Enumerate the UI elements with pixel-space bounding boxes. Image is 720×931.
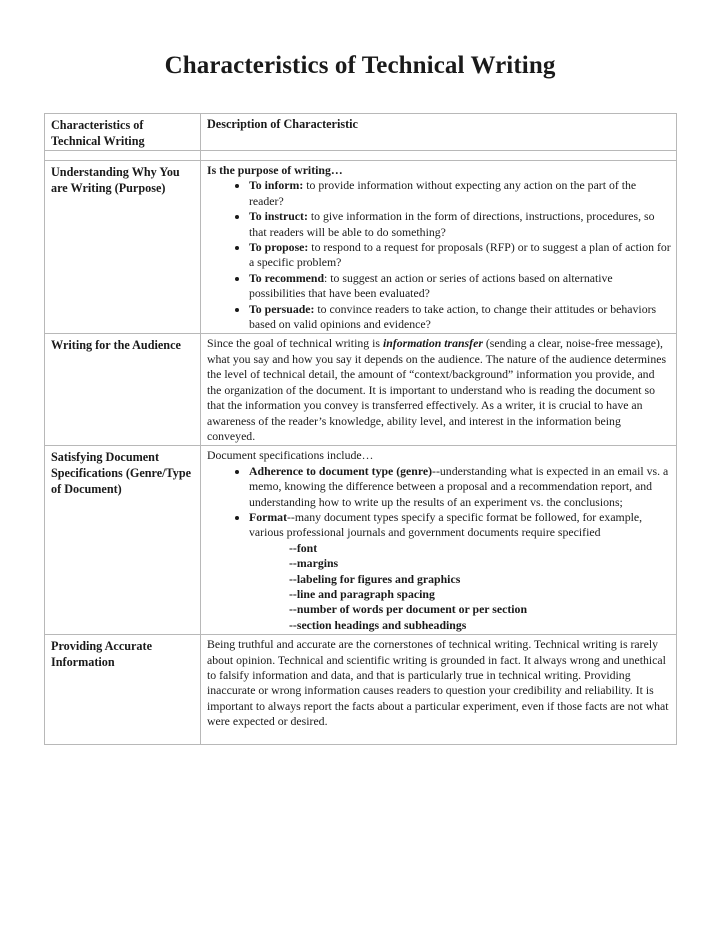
list-item — [249, 271, 671, 302]
specs-list — [207, 464, 671, 541]
table-row — [45, 635, 677, 744]
format-subitem: --section headings and subheadings — [289, 617, 467, 632]
list-item — [249, 464, 671, 510]
header-description: Description of Characteristic — [201, 114, 677, 151]
table-row — [45, 334, 677, 446]
format-subitem: --line and paragraph spacing — [289, 586, 435, 601]
purpose-list — [207, 178, 671, 332]
row-description-accuracy: Being truthful and accurate are the cornerstones of technical writing. Technical writing is rarely about opinion. Technical and scientific writing is grounded in fact. It always wrong and unethical to falsify information and data, and that is particularly true in technical writing. Providing inaccurate or wrong information causes readers to question your credibility and reliability. It is important to always report the facts about a particular experiment, even if those facts are not what were expected or desired. — [201, 635, 677, 744]
spacer-cell — [45, 151, 201, 161]
item-term: To instruct: — [249, 209, 308, 224]
audience-text-rest: (sending a clear, noise-free message), what you say and how you say it depends on the audience. The nature of the audience determines the level of technical detail, the amount of “context/background” information you provide, and the organization of the document. It is important to understand who is reading the document so that the information you convey is transferred effectively. As a writer, it is crucial to have an awareness of the reader’s knowledge, ability level, and interest in the information being conveyed. — [207, 336, 667, 443]
page-title: Characteristics of Technical Writing — [164, 52, 556, 79]
format-subitem: --margins — [289, 556, 339, 571]
table-row — [45, 161, 677, 334]
spacer-cell — [201, 151, 677, 161]
item-text: --many document types specify a specific format be followed, for example, various professional journals and government documents require specified — [249, 509, 643, 540]
item-text: to provide information without expecting any action on the part of the reader? — [249, 178, 637, 208]
item-term: Adherence to document type (genre) — [249, 463, 433, 478]
item-text: --understanding what is expected in an email vs. a memo, knowing the difference between a proposal and a recommendation report, and understanding how to write up the results of an experiment vs. the conclusions; — [249, 463, 669, 509]
item-text: to respond to a request for proposals (RFP) or to suggest a plan of action for a specific problem? — [249, 240, 671, 270]
list-item — [249, 302, 671, 333]
specs-intro: Document specifications include… — [207, 448, 374, 463]
row-label-accuracy: Providing Accurate Information — [45, 635, 201, 744]
header-characteristics: Characteristics of Technical Writing — [45, 114, 201, 151]
row-label-purpose: Understanding Why You are Writing (Purpose) — [45, 161, 201, 334]
audience-text-start: Since the goal of technical writing is — [207, 336, 383, 351]
format-sublist — [207, 541, 671, 633]
list-item — [249, 510, 671, 541]
format-subitem: --font — [289, 540, 318, 555]
item-text: : to suggest an action or series of actions based on alternative possibilities that have been evaluated? — [249, 270, 613, 301]
purpose-intro: Is the purpose of writing… — [207, 163, 343, 177]
characteristics-table — [44, 113, 677, 745]
format-subitem: --labeling for figures and graphics — [289, 571, 461, 586]
table-header-row — [45, 114, 677, 151]
item-text: to give information in the form of directions, instructions, procedures, so that readers will be able to do something? — [249, 209, 655, 239]
row-description-purpose — [201, 161, 677, 334]
row-label-specs: Satisfying Document Specifications (Genre/Type of Document) — [45, 446, 201, 635]
list-item — [249, 178, 671, 209]
item-term: Format — [249, 509, 287, 524]
item-term: To inform: — [249, 178, 304, 193]
table-row — [45, 446, 677, 635]
list-item — [249, 240, 671, 271]
row-description-audience — [201, 334, 677, 446]
item-term: To persuade: — [249, 301, 315, 316]
item-text: to convince readers to take action, to change their attitudes or behaviors based on valid opinions and evidence? — [249, 301, 657, 332]
row-label-audience: Writing for the Audience — [45, 334, 201, 446]
item-term: To recommend — [249, 270, 325, 285]
list-item — [249, 209, 671, 240]
format-subitem: --number of words per document or per section — [289, 602, 527, 617]
item-term: To propose: — [249, 240, 309, 255]
spacer-row — [45, 151, 677, 161]
row-description-specs — [201, 446, 677, 635]
audience-emphasis: information transfer — [382, 336, 483, 351]
